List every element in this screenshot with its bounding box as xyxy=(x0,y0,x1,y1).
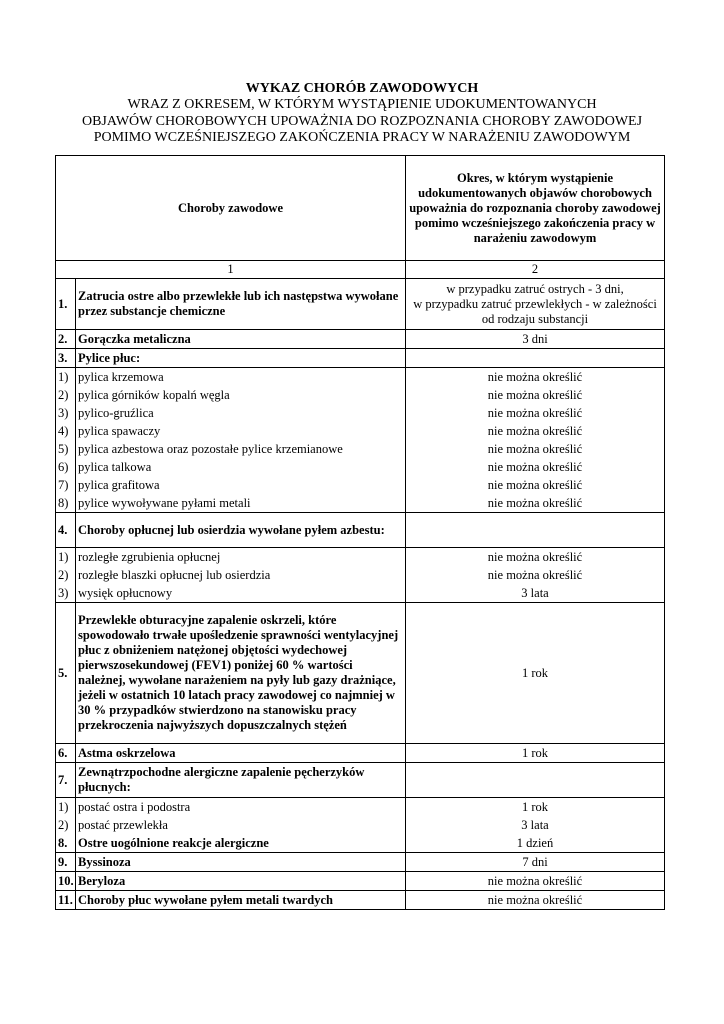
table-row xyxy=(56,279,665,330)
sub-number: 7) xyxy=(56,476,76,494)
sub-number: 2) xyxy=(56,816,76,834)
document-subtitle-line-1: WRAZ Z OKRESEM, W KTÓRYM WYSTĄPIENIE UDOKUMENTOWANYCH xyxy=(127,97,597,112)
period-value xyxy=(406,513,665,548)
sub-disease-name: pylica grafitowa xyxy=(76,476,406,494)
row-number: 9. xyxy=(56,853,76,872)
period-value: 3 dni xyxy=(406,330,665,349)
table-row xyxy=(56,476,665,494)
sub-number: 5) xyxy=(56,440,76,458)
sub-number: 1) xyxy=(56,798,76,817)
table-row xyxy=(56,404,665,422)
occupational-diseases-table xyxy=(55,155,665,910)
table-row xyxy=(56,816,665,834)
table-row xyxy=(56,386,665,404)
document-subtitle-line-3: POMIMO WCZEŚNIEJSZEGO ZAKOŃCZENIA PRACY W NARAŻENIU ZAWODOWYM xyxy=(93,130,631,145)
table-row xyxy=(56,834,665,853)
sub-number: 2) xyxy=(56,386,76,404)
disease-name: Astma oskrzelowa xyxy=(76,744,406,763)
period-value: 1 rok xyxy=(406,798,665,817)
disease-name: Gorączka metaliczna xyxy=(76,330,406,349)
sub-disease-name: pylica górników kopalń węgla xyxy=(76,386,406,404)
row-number: 6. xyxy=(56,744,76,763)
disease-name: Choroby płuc wywołane pyłem metali twardych xyxy=(76,891,406,910)
period-value: nie można określić xyxy=(406,422,665,440)
sub-number: 6) xyxy=(56,458,76,476)
period-value: nie można określić xyxy=(406,368,665,387)
period-value: 1 rok xyxy=(406,744,665,763)
column-number-1: 1 xyxy=(56,261,406,279)
period-line: w przypadku zatruć przewlekłych - w zależności od rodzaju substancji xyxy=(413,296,657,326)
period-value: 1 rok xyxy=(406,603,665,744)
table-row xyxy=(56,548,665,567)
sub-number: 3) xyxy=(56,404,76,422)
document-header xyxy=(0,80,724,147)
sub-number: 8) xyxy=(56,494,76,513)
table-row xyxy=(56,458,665,476)
row-number: 11. xyxy=(56,891,76,910)
period-value: 7 dni xyxy=(406,853,665,872)
row-number: 2. xyxy=(56,330,76,349)
sub-number: 2) xyxy=(56,566,76,584)
table-row xyxy=(56,422,665,440)
period-value: nie można określić xyxy=(406,872,665,891)
table-row xyxy=(56,349,665,368)
disease-name: Byssinoza xyxy=(76,853,406,872)
period-value xyxy=(406,279,665,330)
table-row xyxy=(56,798,665,817)
sub-number: 1) xyxy=(56,368,76,387)
row-number: 4. xyxy=(56,513,76,548)
period-value: 3 lata xyxy=(406,816,665,834)
sub-disease-name: pylica talkowa xyxy=(76,458,406,476)
period-value: nie można określić xyxy=(406,891,665,910)
table-row xyxy=(56,744,665,763)
header-period: Okres, w którym wystąpienie udokumentowanych objawów chorobowych upoważnia do rozpoznania choroby zawodowej pomimo wcześniejszego zakończenia pracy w narażeniu zawodowym xyxy=(406,156,665,261)
period-value xyxy=(406,349,665,368)
period-value: nie można określić xyxy=(406,494,665,513)
disease-name: Ostre uogólnione reakcje alergiczne xyxy=(76,834,406,853)
period-value: 3 lata xyxy=(406,584,665,603)
disease-name: Przewlekłe obturacyjne zapalenie oskrzeli, które spowodowało trwałe upośledzenie sprawności wentylacyjnej płuc z obniżeniem natężonej objętości wydechowej pierwszosekundowej (FEV1) poniżej 60 % wartości należnej, wywołane narażeniem na pyły lub gazy drażniące, jeżeli w ostatnich 10 latach pracy zawodowej co najmniej w 30 % przypadków stwierdzono na stanowisku pracy przekroczenia najwyższych dopuszczalnych stężeń xyxy=(76,603,406,744)
period-value xyxy=(406,763,665,798)
row-number: 7. xyxy=(56,763,76,798)
period-value: nie można określić xyxy=(406,440,665,458)
sub-disease-name: pylica krzemowa xyxy=(76,368,406,387)
disease-name: Pylice płuc: xyxy=(76,349,406,368)
disease-name: Zatrucia ostre albo przewlekłe lub ich następstwa wywołane przez substancje chemiczne xyxy=(76,279,406,330)
sub-disease-name: postać przewlekła xyxy=(76,816,406,834)
table-row xyxy=(56,763,665,798)
row-number: 5. xyxy=(56,603,76,744)
period-value: 1 dzień xyxy=(406,834,665,853)
table-row xyxy=(56,872,665,891)
sub-disease-name: wysięk opłucnowy xyxy=(76,584,406,603)
row-number: 3. xyxy=(56,349,76,368)
table-row xyxy=(56,566,665,584)
table-row xyxy=(56,584,665,603)
sub-disease-name: pylica spawaczy xyxy=(76,422,406,440)
sub-disease-name: rozległe zgrubienia opłucnej xyxy=(76,548,406,567)
period-value: nie można określić xyxy=(406,458,665,476)
document-title: WYKAZ CHORÓB ZAWODOWYCH xyxy=(245,81,479,96)
row-number: 8. xyxy=(56,834,76,853)
table-header-row xyxy=(56,156,665,261)
sub-number: 3) xyxy=(56,584,76,603)
table-row xyxy=(56,368,665,387)
table-row xyxy=(56,513,665,548)
sub-number: 1) xyxy=(56,548,76,567)
sub-disease-name: pylica azbestowa oraz pozostałe pylice krzemianowe xyxy=(76,440,406,458)
column-number-row xyxy=(56,261,665,279)
table-row xyxy=(56,853,665,872)
table-row xyxy=(56,330,665,349)
column-number-2: 2 xyxy=(406,261,665,279)
sub-disease-name: pylice wywoływane pyłami metali xyxy=(76,494,406,513)
period-value: nie można określić xyxy=(406,404,665,422)
sub-disease-name: rozległe blaszki opłucnej lub osierdzia xyxy=(76,566,406,584)
disease-name: Zewnątrzpochodne alergiczne zapalenie pęcherzyków płucnych: xyxy=(76,763,406,798)
period-value: nie można określić xyxy=(406,386,665,404)
disease-name: Beryloza xyxy=(76,872,406,891)
period-value: nie można określić xyxy=(406,548,665,567)
sub-number: 4) xyxy=(56,422,76,440)
table-row xyxy=(56,891,665,910)
period-line: w przypadku zatruć ostrych - 3 dni, xyxy=(446,281,624,296)
sub-disease-name: postać ostra i podostra xyxy=(76,798,406,817)
document-subtitle-line-2: OBJAWÓW CHOROBOWYCH UPOWAŻNIA DO ROZPOZNANIA CHOROBY ZAWODOWEJ xyxy=(81,113,643,129)
row-number: 10. xyxy=(56,872,76,891)
period-value: nie można określić xyxy=(406,566,665,584)
sub-disease-name: pylico-gruźlica xyxy=(76,404,406,422)
row-number: 1. xyxy=(56,279,76,330)
header-diseases: Choroby zawodowe xyxy=(56,156,406,261)
period-value: nie można określić xyxy=(406,476,665,494)
table-row xyxy=(56,494,665,513)
disease-name: Choroby opłucnej lub osierdzia wywołane pyłem azbestu: xyxy=(76,513,406,548)
table-row xyxy=(56,603,665,744)
table-row xyxy=(56,440,665,458)
